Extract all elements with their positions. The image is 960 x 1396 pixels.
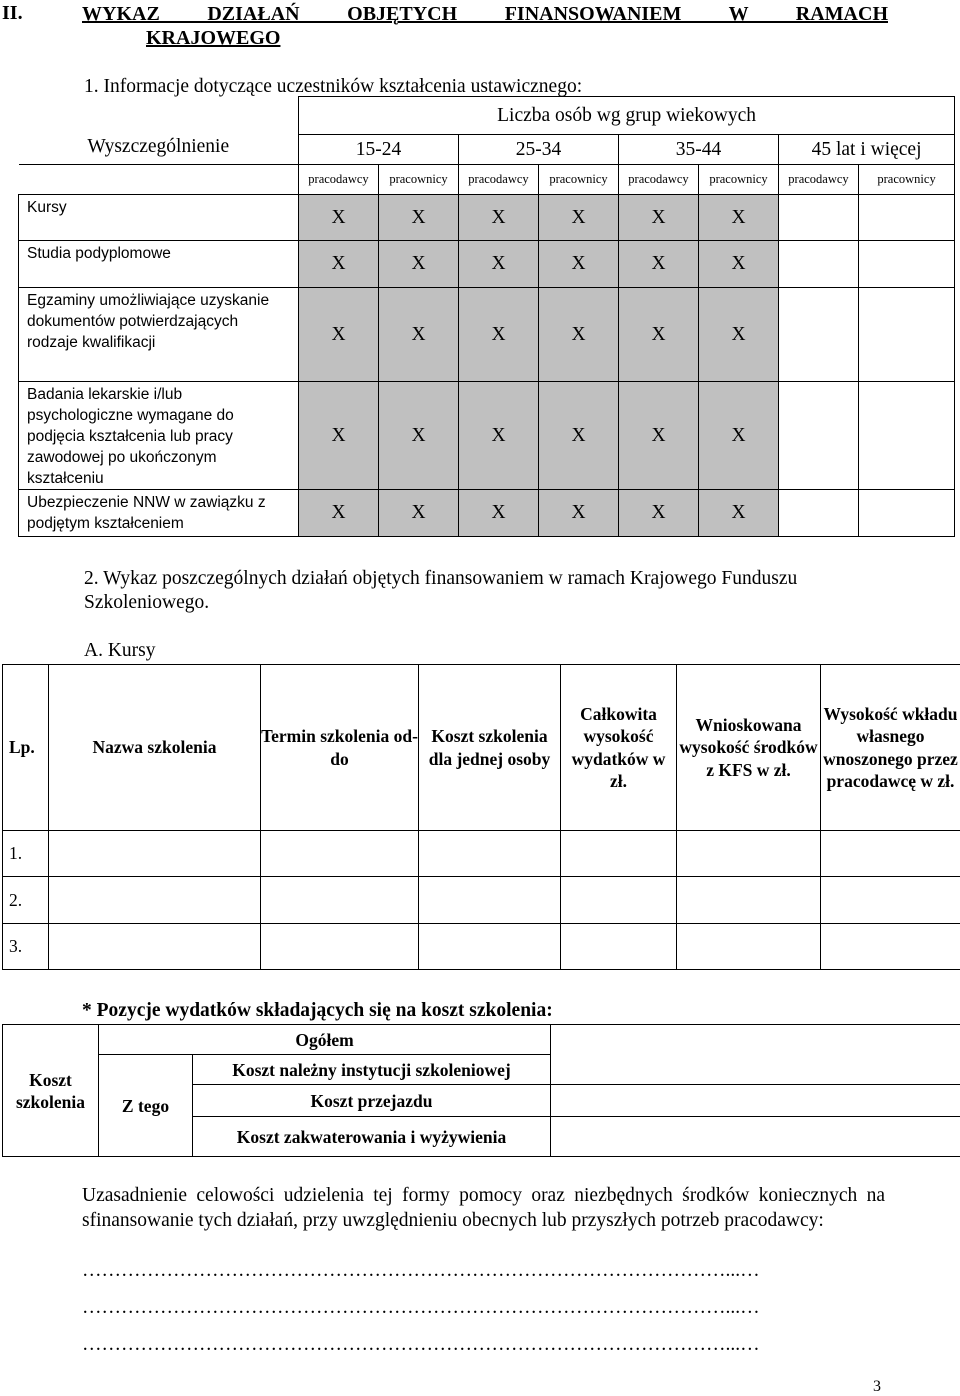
sub-header: pracownicy [379, 165, 459, 195]
row-label-egzaminy: Egzaminy umożliwiające uzyskanie dokumentów potwierdzających rodzaje kwalifikacji [19, 288, 299, 382]
sub-header: pracodawcy [779, 165, 859, 195]
marker-cell: X [619, 241, 699, 288]
input-cell[interactable] [859, 241, 955, 288]
row-number: 2. [3, 877, 49, 924]
input-cell[interactable] [677, 831, 821, 877]
page-number: 3 [873, 1378, 881, 1395]
marker-cell: X [299, 241, 379, 288]
marker-cell: X [299, 490, 379, 537]
marker-cell: X [539, 195, 619, 241]
marker-cell: X [699, 288, 779, 382]
col-kfs-requested: Wnioskowana wysokość środków z KFS w zł. [677, 665, 821, 831]
input-cell[interactable] [821, 831, 960, 877]
justification-line[interactable]: ………………………………………………………………………………………...… [82, 1260, 760, 1281]
age-group-header: Liczba osób wg grup wiekowych [299, 97, 955, 135]
age-group-35-44: 35-44 [619, 135, 779, 165]
row-label-badania: Badania lekarskie i/lub psychologiczne wymagane do podjęcia kształcenia lub pracy zawodowej po ukończonym kształceniu [19, 382, 299, 490]
input-cell[interactable] [261, 831, 419, 877]
col-lp: Lp. [3, 665, 49, 831]
input-cell[interactable] [261, 877, 419, 924]
cost-row-label: Koszt szkolenia [3, 1025, 99, 1157]
courses-table [2, 664, 960, 970]
row-number: 3. [3, 924, 49, 970]
cost-value-cell[interactable] [551, 1117, 960, 1157]
total-value-cell[interactable] [551, 1025, 960, 1085]
marker-cell: X [539, 382, 619, 490]
input-cell[interactable] [779, 241, 859, 288]
marker-cell: X [299, 195, 379, 241]
input-cell[interactable] [561, 924, 677, 970]
section-title-continued: KRAJOWEGO [146, 27, 281, 49]
marker-cell: X [619, 382, 699, 490]
row-number: 1. [3, 831, 49, 877]
justification-line[interactable]: ………………………………………………………………………………………...… [82, 1297, 760, 1318]
marker-cell: X [619, 288, 699, 382]
marker-cell: X [299, 288, 379, 382]
input-cell[interactable] [821, 877, 960, 924]
input-cell[interactable] [49, 831, 261, 877]
col-course-name: Nazwa szkolenia [49, 665, 261, 831]
marker-cell: X [699, 490, 779, 537]
marker-cell: X [299, 382, 379, 490]
row-label-ubezpieczenie: Ubezpieczenie NNW w zawiązku z podjętym kształceniem [19, 490, 299, 537]
col-total-expenses: Całkowita wysokość wydatków w zł. [561, 665, 677, 831]
marker-cell: X [379, 490, 459, 537]
cost-item-label: Koszt zakwaterowania i wyżywienia [193, 1117, 551, 1157]
courses-subheading: A. Kursy [84, 640, 156, 661]
marker-cell: X [379, 241, 459, 288]
input-cell[interactable] [561, 831, 677, 877]
total-label: Ogółem [99, 1025, 551, 1055]
sub-header: pracownicy [859, 165, 955, 195]
empty-cell [19, 165, 299, 195]
marker-cell: X [459, 195, 539, 241]
marker-cell: X [619, 490, 699, 537]
age-group-45-plus: 45 lat i więcej [779, 135, 955, 165]
input-cell[interactable] [779, 288, 859, 382]
cost-item-label: Koszt przejazdu [193, 1085, 551, 1117]
marker-cell: X [619, 195, 699, 241]
input-cell[interactable] [261, 924, 419, 970]
marker-cell: X [539, 490, 619, 537]
sub-header: pracownicy [539, 165, 619, 195]
section-title: WYKAZ DZIAŁAŃ OBJĘTYCH FINANSOWANIEM W RAMACH [82, 3, 888, 25]
cost-breakdown-table [2, 1024, 960, 1157]
input-cell[interactable] [561, 877, 677, 924]
input-cell[interactable] [49, 924, 261, 970]
marker-cell: X [459, 490, 539, 537]
justification-line[interactable]: ………………………………………………………………………………………...… [82, 1334, 760, 1355]
input-cell[interactable] [779, 382, 859, 490]
justification-text: Uzasadnienie celowości udzielenia tej formy pomocy oraz niezbędnych środków koniecznych na sfinansowanie tych działań, przy uwzględnieniu obecnych lub przyszłych potrzeb pracodawcy: [82, 1185, 885, 1231]
participants-heading: 1. Informacje dotyczące uczestników kształcenia ustawicznego: [84, 76, 583, 97]
input-cell[interactable] [677, 877, 821, 924]
cost-value-cell[interactable] [551, 1085, 960, 1117]
sub-header: pracownicy [699, 165, 779, 195]
col-term: Termin szkolenia od-do [261, 665, 419, 831]
input-cell[interactable] [779, 490, 859, 537]
input-cell[interactable] [859, 195, 955, 241]
section-number: II. [2, 2, 23, 24]
marker-cell: X [539, 288, 619, 382]
marker-cell: X [379, 288, 459, 382]
marker-cell: X [459, 241, 539, 288]
marker-cell: X [539, 241, 619, 288]
cost-items-heading: * Pozycje wydatków składających się na koszt szkolenia: [82, 1000, 553, 1021]
activities-heading: 2. Wykaz poszczególnych działań objętych finansowaniem w ramach Krajowego Funduszu Szkoleniowego. [84, 568, 798, 613]
sub-header: pracodawcy [619, 165, 699, 195]
input-cell[interactable] [859, 490, 955, 537]
input-cell[interactable] [49, 877, 261, 924]
marker-cell: X [459, 382, 539, 490]
age-group-15-24: 15-24 [299, 135, 459, 165]
row-header: Wyszczególnienie [19, 97, 299, 165]
marker-cell: X [699, 195, 779, 241]
participants-table [18, 96, 955, 537]
input-cell[interactable] [419, 831, 561, 877]
row-label-kursy: Kursy [19, 195, 299, 241]
input-cell[interactable] [859, 288, 955, 382]
input-cell[interactable] [677, 924, 821, 970]
age-group-25-34: 25-34 [459, 135, 619, 165]
col-own-contribution: Wysokość wkładu własnego wnoszonego przez pracodawcę w zł. [821, 665, 960, 831]
row-label-studia: Studia podyplomowe [19, 241, 299, 288]
cost-item-label: Koszt należny instytucji szkoleniowej [193, 1055, 551, 1085]
marker-cell: X [379, 195, 459, 241]
sub-header: pracodawcy [299, 165, 379, 195]
of-which-label: Z tego [99, 1055, 193, 1157]
marker-cell: X [699, 382, 779, 490]
input-cell[interactable] [779, 195, 859, 241]
input-cell[interactable] [859, 382, 955, 490]
sub-header: pracodawcy [459, 165, 539, 195]
marker-cell: X [379, 382, 459, 490]
marker-cell: X [459, 288, 539, 382]
input-cell[interactable] [419, 924, 561, 970]
input-cell[interactable] [821, 924, 960, 970]
input-cell[interactable] [419, 877, 561, 924]
marker-cell: X [699, 241, 779, 288]
col-cost-per-person: Koszt szkolenia dla jednej osoby [419, 665, 561, 831]
